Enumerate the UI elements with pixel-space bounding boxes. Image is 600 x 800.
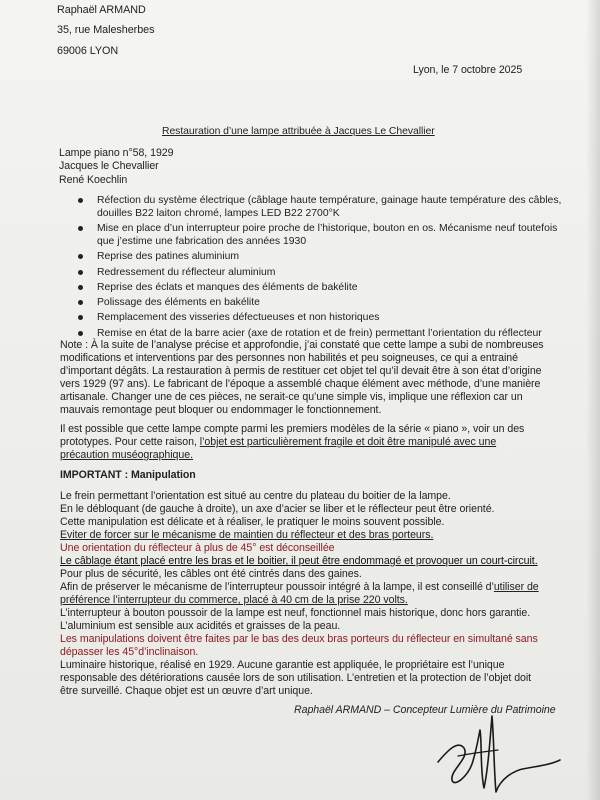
object-model: Lampe piano n°58, 1929 <box>59 147 174 159</box>
list-item: Mise en place d’un interrupteur poire proche de l’historique, bouton en os. Mécanisme neuf toutefois que j’estime une fabrication des années 1930 <box>78 223 568 249</box>
manip-line: Cette manipulation est délicate et à réaliser, le pratiquer le moins souvent possible. <box>60 516 445 528</box>
list-item: Reprise des patines aluminium <box>78 251 568 264</box>
manip-warning-line: dépasser les 45°d’inclinaison. <box>60 646 199 658</box>
signoff: Raphaël ARMAND – Concepteur Lumière du Patrimoine <box>294 704 556 716</box>
manip-warning-line: Les manipulations doivent être faites par le bas des deux bras porteurs du réflecteur en simultané sans <box>60 633 538 645</box>
manip-line: Eviter de forcer sur le mécanisme de maintien du réflecteur et des bras porteurs. <box>60 529 434 541</box>
restoration-list <box>78 195 568 343</box>
list-item: Remise en état de la barre acier (axe de rotation et de frein) permettant l’orientation du réflecteur <box>78 328 568 341</box>
disclaimer-line: Luminaire historique, réalisé en 1929. Aucune garantie est appliquée, le propriétaire est l’unique <box>60 659 505 671</box>
note-line: modifications et interventions par des personnes non habilités et peu soigneuses, ce qui a entrainé <box>60 352 518 364</box>
signature-icon <box>428 710 568 800</box>
note-line: Note : À la suite de l’analyse précise et approfondie, j’ai constaté que cette lampe a subi de nombreuses <box>60 339 544 351</box>
manip-line: L’aluminium est sensible aux acidités et graisses de la peau. <box>60 620 341 632</box>
sender-city: 69006 LYON <box>57 45 119 57</box>
note-line: d’important dégâts. La restauration à permis de restituer cet objet tel qu’il devait être à son état d’origine <box>60 365 542 377</box>
piano-line: prototypes. Pour cette raison, l’objet est particulièrement fragile et doit être manipulé avec une <box>60 436 497 448</box>
note-line: mauvais remontage peut bloquer ou endommager le fonctionnement. <box>60 404 382 416</box>
bullet-icon <box>78 300 83 305</box>
date-line: Lyon, le 7 octobre 2025 <box>413 64 523 76</box>
piano-line: Il est possible que cette lampe compte parmi les premiers modèles de la série « piano », voir un des <box>60 423 525 435</box>
sender-name: Raphaël ARMAND <box>57 4 146 16</box>
object-author-2: René Koechlin <box>59 174 128 186</box>
list-item: Redressement du réflecteur aluminium <box>78 267 568 280</box>
manip-warning-line: Une orientation du réflecteur à plus de 45° est déconseillée <box>60 542 335 554</box>
manip-line: L’interrupteur à bouton poussoir de la lampe est neuf, fonctionnel mais historique, donc hors garantie. <box>60 607 531 619</box>
afin-line: préférence l’interrupteur du commerce, placé à 40 cm de la prise 220 volts. <box>60 594 408 606</box>
disclaimer-line: être surveillé. Chaque objet est un œuvre d’art unique. <box>60 685 313 697</box>
list-item: Réfection du système électrique (câblage haute température, gainage haute température des câbles, douilles B22 laiton chromé, lampes LED B22 2700°K <box>78 195 568 221</box>
note-line: artisanale. Changer une de ces pièces, ne serait-ce qu’une simple vis, implique une réflexion car un <box>60 391 523 403</box>
list-item: Polissage des éléments en bakélite <box>78 297 568 310</box>
piano-line: précaution muséographique. <box>60 449 193 461</box>
signoff-role: Concepteur Lumière du Patrimoine <box>392 704 556 716</box>
sender-street: 35, rue Malesherbes <box>57 24 155 36</box>
signoff-name: Raphaël ARMAND <box>294 704 382 716</box>
list-item: Reprise des éclats et manques des éléments de bakélite <box>78 282 568 295</box>
bullet-icon <box>78 198 83 203</box>
document-title: Restauration d’une lampe attribuée à Jacques Le Chevallier <box>162 126 435 137</box>
disclaimer-line: responsable des détériorations causée lors de son utilisation. L’entretien et la protection de l’objet doit <box>60 672 532 684</box>
note-line: vers 1929 (97 ans). Le fabricant de l’époque a assemblé chaque élément avec méthode, d’une manière <box>60 378 541 390</box>
important-heading: IMPORTANT : Manipulation <box>60 469 196 481</box>
manip-line: Le frein permettant l’orientation est situé au centre du plateau du boitier de la lampe. <box>60 490 451 502</box>
manip-line: Pour plus de sécurité, les câbles ont été cintrés dans des gaines. <box>60 568 362 580</box>
bullet-icon <box>78 226 83 231</box>
object-author-1: Jacques le Chevallier <box>59 160 159 172</box>
bullet-icon <box>78 331 83 336</box>
manip-line: Le câblage étant placé entre les bras et le boitier, il peut être endommagé et provoquer un court-circuit. <box>60 555 538 567</box>
bullet-icon <box>78 285 83 290</box>
bullet-icon <box>78 254 83 259</box>
bullet-icon <box>78 315 83 320</box>
manip-line: En le débloquant (de gauche à droite), un axe d’acier se liber et le réflecteur peut être orienté. <box>60 503 495 515</box>
bullet-icon <box>78 270 83 275</box>
afin-line: Afin de préserver le mécanisme de l’interrupteur poussoir intégré à la lampe, il est conseillé d’utiliser de <box>60 581 539 593</box>
list-item: Remplacement des visseries défectueuses et non historiques <box>78 312 568 325</box>
